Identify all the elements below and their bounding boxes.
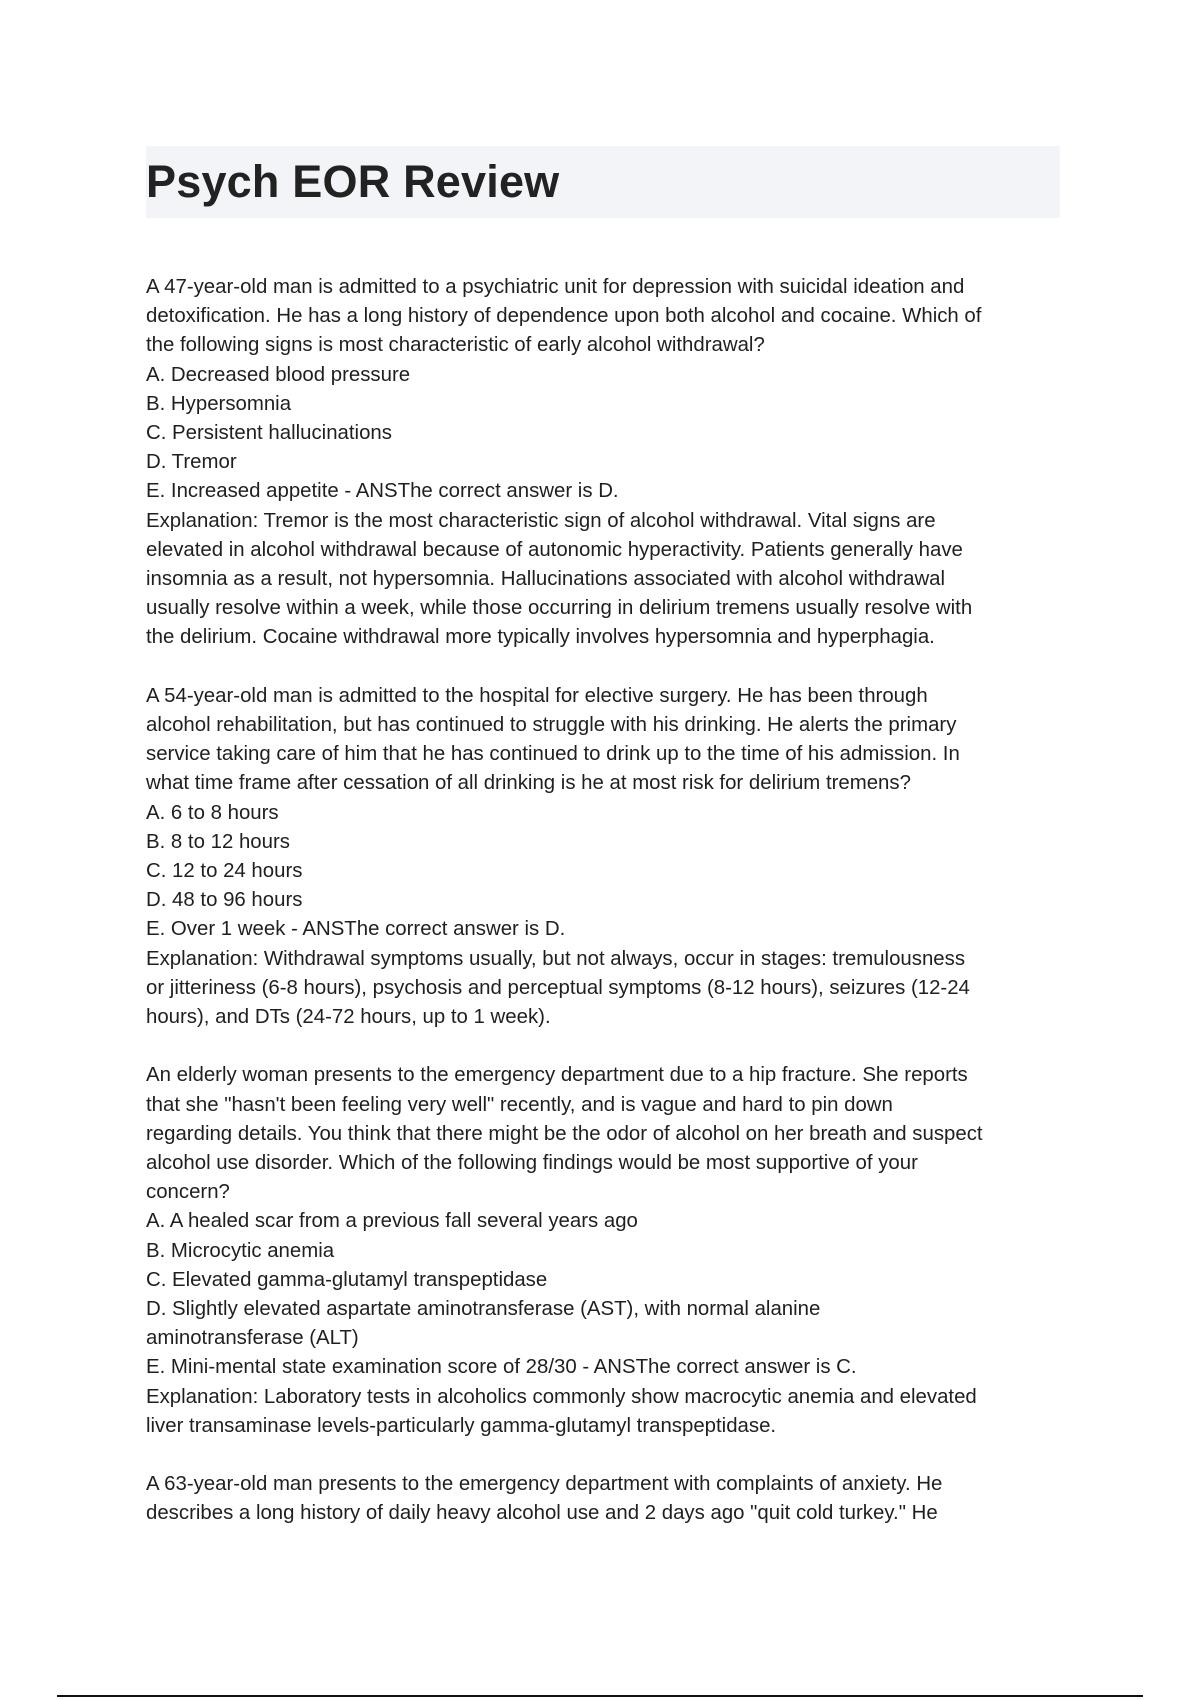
explanation-line: liver transaminase levels-particularly gamma-glutamyl transpeptidase.: [146, 1414, 777, 1437]
question-block-3: [146, 1061, 1060, 1441]
explanation-line: usually resolve within a week, while those occurring in delirium tremens usually resolve with: [146, 597, 973, 620]
document-title: Psych EOR Review: [146, 156, 560, 207]
answer-option: A. Decreased blood pressure: [146, 363, 411, 386]
answer-option: E. Increased appetite - ANSThe correct answer is D.: [146, 480, 619, 503]
answer-option: aminotransferase (ALT): [146, 1327, 359, 1350]
explanation-line: or jitteriness (6-8 hours), psychosis and perceptual symptoms (8-12 hours), seizures (12-24: [146, 976, 970, 999]
text-line: alcohol rehabilitation, but has continued to struggle with his drinking. He alerts the primary: [146, 714, 957, 737]
explanation-line: insomnia as a result, not hypersomnia. Hallucinations associated with alcohol withdrawal: [146, 568, 946, 591]
text-line: An elderly woman presents to the emergency department due to a hip fracture. She reports: [146, 1064, 968, 1087]
text-line: concern?: [146, 1181, 230, 1204]
document-page: [146, 146, 1060, 1558]
question-block-1: [146, 273, 1060, 653]
text-line: service taking care of him that he has continued to drink up to the time of his admission. In: [146, 743, 960, 766]
explanation-line: the delirium. Cocaine withdrawal more typically involves hypersomnia and hyperphagia.: [146, 626, 935, 649]
explanation-line: hours), and DTs (24-72 hours, up to 1 week).: [146, 1006, 551, 1029]
explanation-line: elevated in alcohol withdrawal because of autonomic hyperactivity. Patients generally have: [146, 538, 963, 561]
text-line: the following signs is most characteristic of early alcohol withdrawal?: [146, 334, 765, 357]
explanation-line: Explanation: Tremor is the most characteristic sign of alcohol withdrawal. Vital signs are: [146, 509, 936, 532]
answer-option: C. Elevated gamma-glutamyl transpeptidase: [146, 1268, 548, 1291]
question-block-4: [146, 1470, 1060, 1528]
text-line: regarding details. You think that there might be the odor of alcohol on her breath and suspect: [146, 1122, 983, 1145]
text-line: describes a long history of daily heavy alcohol use and 2 days ago "quit cold turkey." He: [146, 1502, 938, 1525]
answer-option: A. A healed scar from a previous fall several years ago: [146, 1210, 638, 1233]
answer-option: A. 6 to 8 hours: [146, 801, 279, 824]
answer-option: E. Over 1 week - ANSThe correct answer is D.: [146, 918, 566, 941]
title-banner: [146, 146, 1060, 218]
answer-option: C. 12 to 24 hours: [146, 860, 303, 883]
text-line: A 47-year-old man is admitted to a psychiatric unit for depression with suicidal ideation and: [146, 276, 965, 298]
answer-option: D. Slightly elevated aspartate aminotransferase (AST), with normal alanine: [146, 1298, 821, 1321]
text-line: what time frame after cessation of all drinking is he at most risk for delirium tremens?: [146, 772, 911, 795]
answer-option: D. 48 to 96 hours: [146, 889, 303, 912]
footer-divider: [57, 1695, 1143, 1697]
document-body: [146, 273, 1060, 1529]
answer-option: E. Mini-mental state examination score of 28/30 - ANSThe correct answer is C.: [146, 1356, 857, 1379]
answer-option: B. Hypersomnia: [146, 392, 292, 415]
text-line: that she "hasn't been feeling very well" recently, and is vague and hard to pin down: [146, 1093, 893, 1116]
text-line: A 63-year-old man presents to the emergency department with complaints of anxiety. He: [146, 1473, 943, 1496]
answer-option: C. Persistent hallucinations: [146, 422, 392, 445]
explanation-line: Explanation: Withdrawal symptoms usually, but not always, occur in stages: tremulousness: [146, 947, 966, 970]
answer-option: D. Tremor: [146, 451, 237, 474]
question-block-2: [146, 682, 1060, 1032]
text-line: alcohol use disorder. Which of the following findings would be most supportive of your: [146, 1152, 918, 1175]
explanation-line: Explanation: Laboratory tests in alcoholics commonly show macrocytic anemia and elevated: [146, 1385, 977, 1408]
text-line: detoxification. He has a long history of dependence upon both alcohol and cocaine. Which of: [146, 305, 982, 328]
answer-option: B. 8 to 12 hours: [146, 830, 290, 853]
text-line: A 54-year-old man is admitted to the hospital for elective surgery. He has been through: [146, 684, 928, 707]
answer-option: B. Microcytic anemia: [146, 1239, 335, 1262]
